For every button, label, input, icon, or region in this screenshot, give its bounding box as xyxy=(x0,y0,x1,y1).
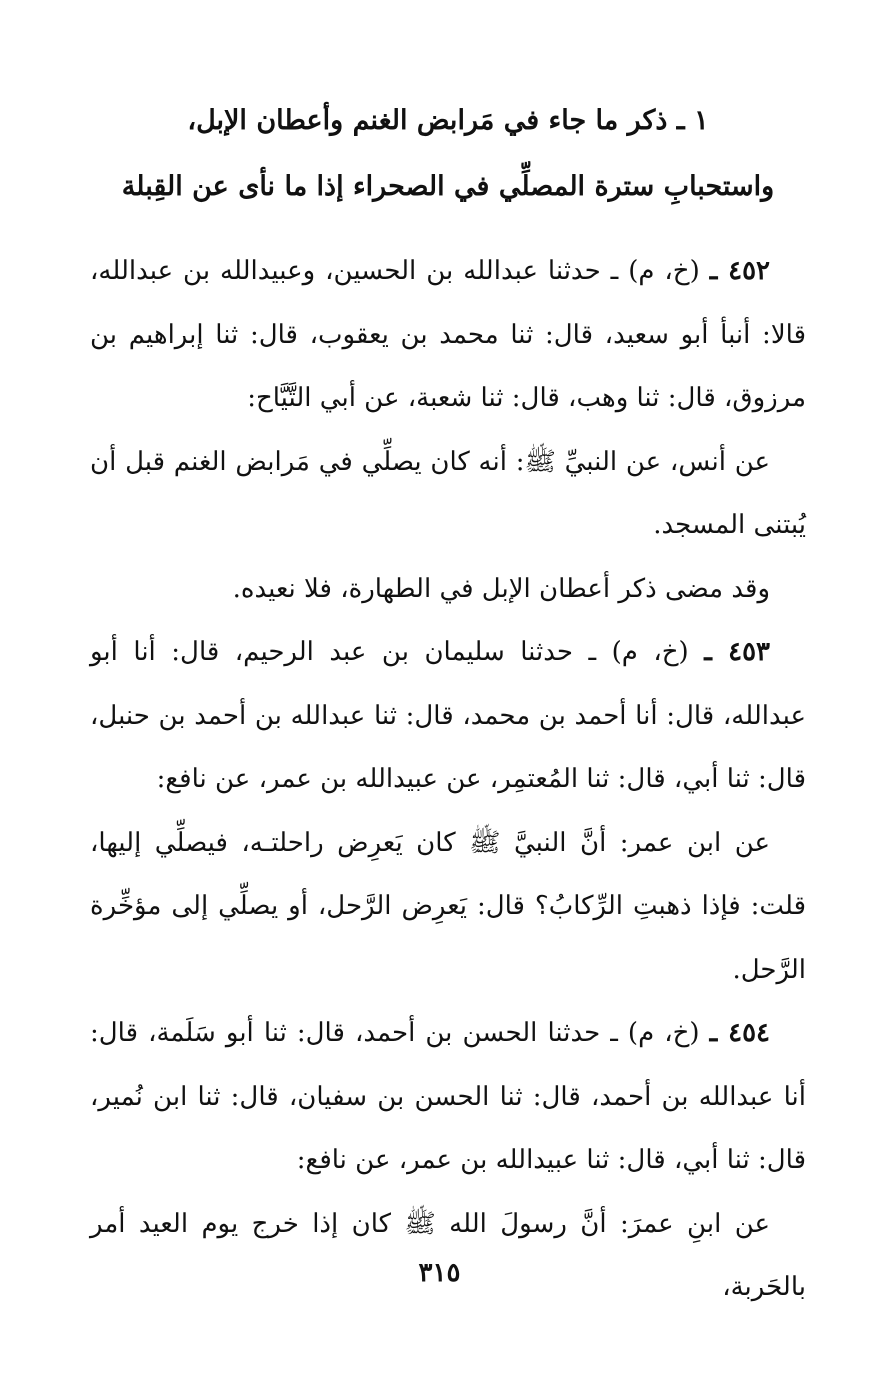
hadith-454-matn: عن ابنِ عمرَ: أنَّ رسولَ الله ﷺ كان إذا خرج يوم العيد أمر بالحَربة، xyxy=(90,1208,806,1302)
editor-note: وقد مضى ذكر أعطان الإبل في الطهارة، فلا نعيده. xyxy=(232,573,770,604)
hadith-number: ٤٥٢ ـ xyxy=(709,256,771,286)
hadith-452-isnad xyxy=(90,240,806,431)
chapter-heading-line-2: واستحبابِ سترة المصلِّي في الصحراء إذا ما نأى عن القِبلة xyxy=(121,171,775,202)
isnad-text: (خ، م) ـ حدثنا عبدالله بن الحسين، وعبيدالله بن عبدالله، قالا: أنبأ أبو سعيد، قال: ثنا محمد بن يعقوب، قال: ثنا إبراهيم بن مرزوق، قال: ثنا وهب، قال: ثنا شعبة، عن أبي التَّيَّاح: xyxy=(90,256,806,413)
hadith-452-matn: عن أنس، عن النبيِّ ﷺ: أنه كان يصلِّي في مَرابض الغنم قبل أن يُبتنى المسجد. xyxy=(90,446,806,540)
hadith-454-isnad xyxy=(90,1002,806,1193)
page-number: ٣١٥ xyxy=(418,1258,461,1288)
hadith-number: ٤٥٣ ـ xyxy=(704,637,771,667)
chapter-heading-line-1: ١ ـ ذكر ما جاء في مَرابض الغنم وأعطان الإبل، xyxy=(187,105,709,136)
hadith-453-matn: عن ابن عمر: أنَّ النبيَّ ﷺ كان يَعرِض راحلتـه، فيصلِّي إليها، قلت: فإذا ذهبتِ الرِّكابُ؟ قال: يَعرِض الرَّحل، أو يصلِّي إلى مؤخِّرة الرَّحل. xyxy=(90,827,806,985)
chapter-heading xyxy=(90,88,806,220)
hadith-number: ٤٥٤ ـ xyxy=(709,1018,771,1048)
page-body xyxy=(90,88,806,1320)
isnad-text: (خ، م) ـ حدثنا سليمان بن عبد الرحيم، قال: أنا أبو عبدالله، قال: أنا أحمد بن محمد، قال: ثنا عبدالله بن أحمد بن حنبل، قال: ثنا أبي، قال: ثنا المُعتمِر، عن عبيدالله بن عمر، عن نافع: xyxy=(90,637,806,794)
hadith-453-isnad xyxy=(90,621,806,812)
isnad-text: (خ، م) ـ حدثنا الحسن بن أحمد، قال: ثنا أبو سَلَمة، قال: أنا عبدالله بن أحمد، قال: ثنا الحسن بن سفيان، قال: ثنا ابن نُمير، قال: ثنا أبي، قال: ثنا عبيدالله بن عمر، عن نافع: xyxy=(90,1018,806,1175)
